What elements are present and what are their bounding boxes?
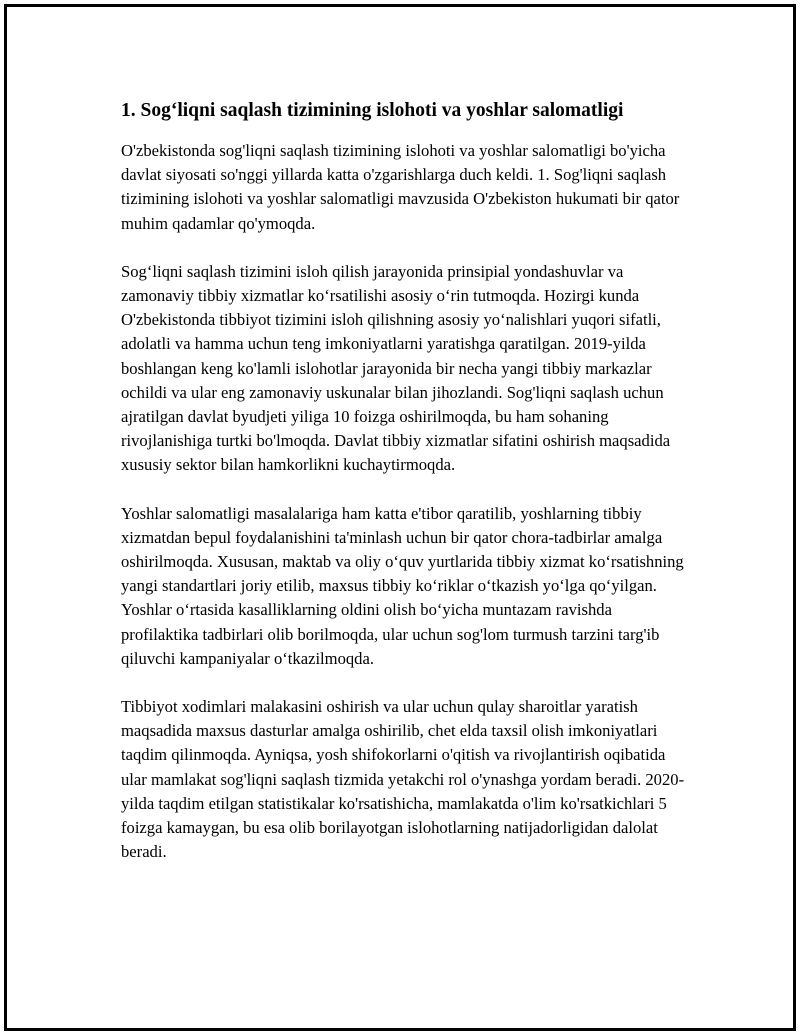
paragraph-medical-staff: Tibbiyot xodimlari malakasini oshirish va ular uchun qulay sharoitlar yaratish maqsadida maxsus dasturlar amalga oshirilib, chet elda taxsil olish imkoniyatlari taqdim qilinmoqda. Ayniqsa, yosh shifokorlarni o'qitish va rivojlantirish oqibatida ular mamlakat sog'liqni saqlash tizmida yetakchi rol o'ynashga yordam beradi. 2020-yilda taqdim etilgan statistikalar ko'rsatishicha, mamlakatda o'lim ko'rsatkichlari 5 foizga kamaygan, bu esa olib borilayotgan islohotlarning natijadorligidan dalolat beradi. <box>121 697 685 862</box>
paragraph-youth-health: Yoshlar salomatligi masalalariga ham katta e'tibor qaratilib, yoshlarning tibbiy xizmatdan bepul foydalanishini ta'minlash uchun bir qator chora-tadbirlar amalga oshirilmoqda. Xususan, maktab va oliy o‘quv yurtlarida tibbiy xizmat ko‘rsatishning yangi standartlari joriy etilib, maxsus tibbiy ko‘riklar o‘tkazish yo‘lga qo‘yilgan. Yoshlar o‘rtasida kasalliklarning oldini olish bo‘yicha muntazam ravishda profilaktika tadbirlari olib borilmoqda, ular uchun sog'lom turmush tarzini targ'ib qiluvchi kampaniyalar o‘tkazilmoqda. <box>121 503 684 668</box>
section-heading: 1. Sog‘liqni saqlash tizimining islohoti va yoshlar salomatligi <box>121 100 624 121</box>
page-frame <box>4 4 796 1031</box>
paragraph-health-reform: Sog‘liqni saqlash tizimini isloh qilish jarayonida prinsipial yondashuvlar va zamonaviy tibbiy xizmatlar ko‘rsatilishi asosiy o‘rin tutmoqda. Hozirgi kunda O'zbekistonda tibbiyot tizimini isloh qilishning asosiy yo‘nalishlari yuqori sifatli, adolatli va hamma uchun teng imkoniyatlarni yaratishga qaratilgan. 2019-yilda boshlangan keng ko'lamli islohotlar jarayonida bir necha yangi tibbiy markazlar ochildi va ular eng zamonaviy uskunalar bilan jihozlandi. Sog'liqni saqlash uchun ajratilgan davlat byudjeti yiliga 10 foizga oshirilmoqda, bu ham sohaning rivojlanishiga turtki bo'lmoqda. Davlat tibbiy xizmatlar sifatini oshirish maqsadida xususiy sektor bilan hamkorlikni kuchaytirmoqda. <box>121 261 671 475</box>
paragraph-intro: O'zbekistonda sog'liqni saqlash tizimining islohoti va yoshlar salomatligi bo'yicha davlat siyosati so'nggi yillarda katta o'zgarishlarga duch keldi. 1. Sog'liqni saqlash tizimining islohoti va yoshlar salomatligi mavzusida O'zbekiston hukumati bir qator muhim qadamlar qo'ymoqda. <box>121 141 680 233</box>
document-body <box>121 99 687 888</box>
